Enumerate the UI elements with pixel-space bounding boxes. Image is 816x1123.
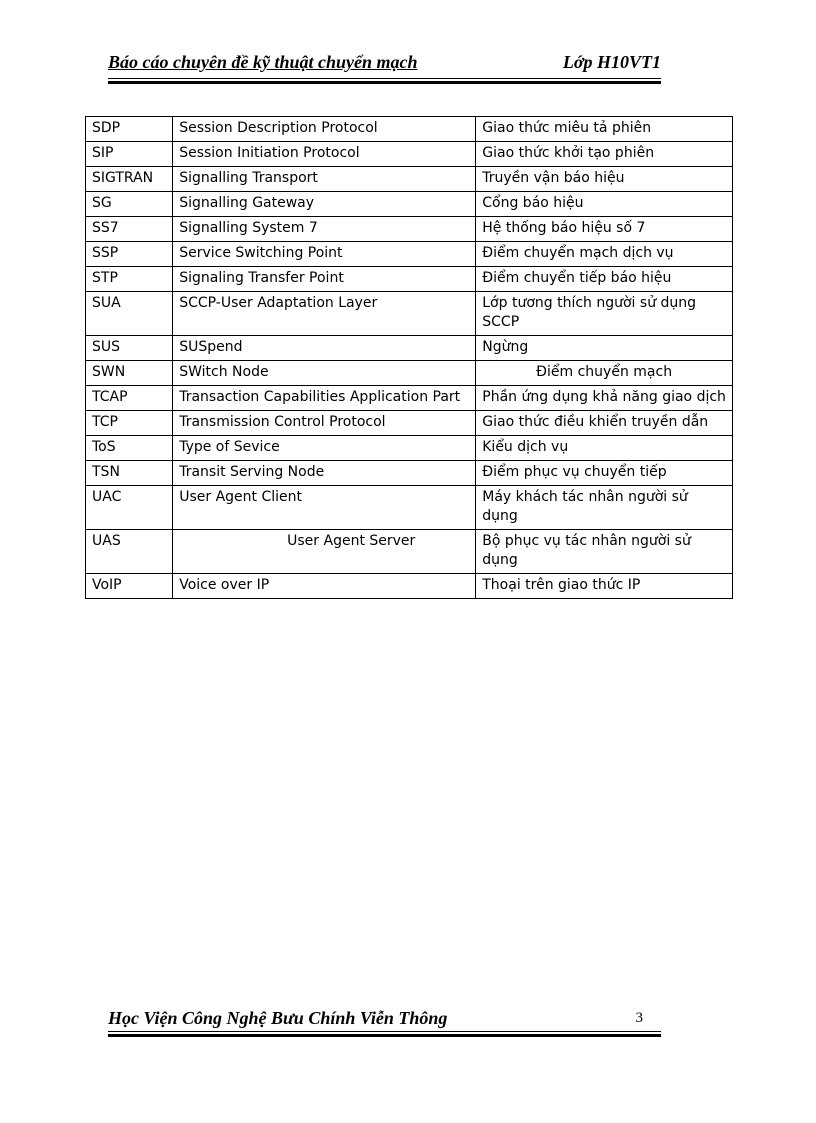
english-term-cell: Session Initiation Protocol xyxy=(173,142,476,167)
page-header xyxy=(108,52,661,80)
table-row xyxy=(86,242,733,267)
english-term-cell: Voice over IP xyxy=(173,574,476,599)
vietnamese-term-cell: Giao thức miêu tả phiên xyxy=(476,117,733,142)
table-row xyxy=(86,336,733,361)
table-row xyxy=(86,142,733,167)
table-row xyxy=(86,292,733,336)
vietnamese-term-cell: Điểm phục vụ chuyển tiếp xyxy=(476,461,733,486)
header-class: Lớp H10VT1 xyxy=(562,52,661,72)
vietnamese-term-cell: Thoại trên giao thức IP xyxy=(476,574,733,599)
abbr-cell: SIP xyxy=(86,142,173,167)
english-term-cell: Service Switching Point xyxy=(173,242,476,267)
vietnamese-term-cell: Hệ thống báo hiệu số 7 xyxy=(476,217,733,242)
english-term-cell: SWitch Node xyxy=(173,361,476,386)
table-row xyxy=(86,192,733,217)
abbr-cell: STP xyxy=(86,267,173,292)
abbr-cell: ToS xyxy=(86,436,173,461)
abbr-cell: SS7 xyxy=(86,217,173,242)
english-term-cell: Signalling Gateway xyxy=(173,192,476,217)
vietnamese-term-cell: Điểm chuyển tiếp báo hiệu xyxy=(476,267,733,292)
table-row xyxy=(86,167,733,192)
abbr-cell: SIGTRAN xyxy=(86,167,173,192)
vietnamese-term-cell: Lớp tương thích người sử dụng SCCP xyxy=(476,292,733,336)
abbr-cell: SSP xyxy=(86,242,173,267)
abbr-cell: SDP xyxy=(86,117,173,142)
footer-rule-thick xyxy=(108,1034,661,1037)
header-rule-thick xyxy=(108,81,661,84)
english-term-cell: User Agent Server xyxy=(173,530,476,574)
table-row xyxy=(86,461,733,486)
english-term-cell: Transaction Capabilities Application Part xyxy=(173,386,476,411)
abbr-cell: UAC xyxy=(86,486,173,530)
abbr-cell: SUA xyxy=(86,292,173,336)
table-row xyxy=(86,530,733,574)
english-term-cell: Type of Sevice xyxy=(173,436,476,461)
abbr-cell: SWN xyxy=(86,361,173,386)
table-row xyxy=(86,436,733,461)
english-term-cell: SCCP-User Adaptation Layer xyxy=(173,292,476,336)
english-term-cell: Signalling System 7 xyxy=(173,217,476,242)
english-term-cell: Transit Serving Node xyxy=(173,461,476,486)
abbr-cell: SUS xyxy=(86,336,173,361)
vietnamese-term-cell: Kiểu dịch vụ xyxy=(476,436,733,461)
abbr-cell: UAS xyxy=(86,530,173,574)
abbr-cell: TCP xyxy=(86,411,173,436)
page-number: 3 xyxy=(635,1010,643,1026)
footer-rule-thin xyxy=(108,1031,661,1032)
vietnamese-term-cell: Giao thức điều khiển truyền dẫn xyxy=(476,411,733,436)
table-row xyxy=(86,386,733,411)
abbr-cell: TSN xyxy=(86,461,173,486)
english-term-cell: SUSpend xyxy=(173,336,476,361)
vietnamese-term-cell: Máy khách tác nhân người sử dụng xyxy=(476,486,733,530)
vietnamese-term-cell: Bộ phục vụ tác nhân người sử dụng xyxy=(476,530,733,574)
english-term-cell: Session Description Protocol xyxy=(173,117,476,142)
table-row xyxy=(86,411,733,436)
abbr-cell: TCAP xyxy=(86,386,173,411)
table-row xyxy=(86,486,733,530)
english-term-cell: Transmission Control Protocol xyxy=(173,411,476,436)
vietnamese-term-cell: Phần ứng dụng khả năng giao dịch xyxy=(476,386,733,411)
english-term-cell: Signaling Transfer Point xyxy=(173,267,476,292)
english-term-cell: Signalling Transport xyxy=(173,167,476,192)
header-rule-thin xyxy=(108,78,661,79)
vietnamese-term-cell: Truyền vận báo hiệu xyxy=(476,167,733,192)
table-row xyxy=(86,361,733,386)
page-footer xyxy=(108,1008,661,1032)
vietnamese-term-cell: Ngừng xyxy=(476,336,733,361)
vietnamese-term-cell: Giao thức khởi tạo phiên xyxy=(476,142,733,167)
abbr-cell: VoIP xyxy=(86,574,173,599)
vietnamese-term-cell: Điểm chuyển mạch dịch vụ xyxy=(476,242,733,267)
english-term-cell: User Agent Client xyxy=(173,486,476,530)
footer-institution: Học Viện Công Nghệ Bưu Chính Viễn Thông xyxy=(108,1008,448,1028)
table-row xyxy=(86,117,733,142)
table-row xyxy=(86,267,733,292)
vietnamese-term-cell: Cổng báo hiệu xyxy=(476,192,733,217)
vietnamese-term-cell: Điểm chuyển mạch xyxy=(476,361,733,386)
abbreviation-table xyxy=(85,116,733,599)
header-title: Báo cáo chuyên đề kỹ thuật chuyển mạch xyxy=(108,52,418,72)
table-row xyxy=(86,217,733,242)
abbr-cell: SG xyxy=(86,192,173,217)
table-row xyxy=(86,574,733,599)
